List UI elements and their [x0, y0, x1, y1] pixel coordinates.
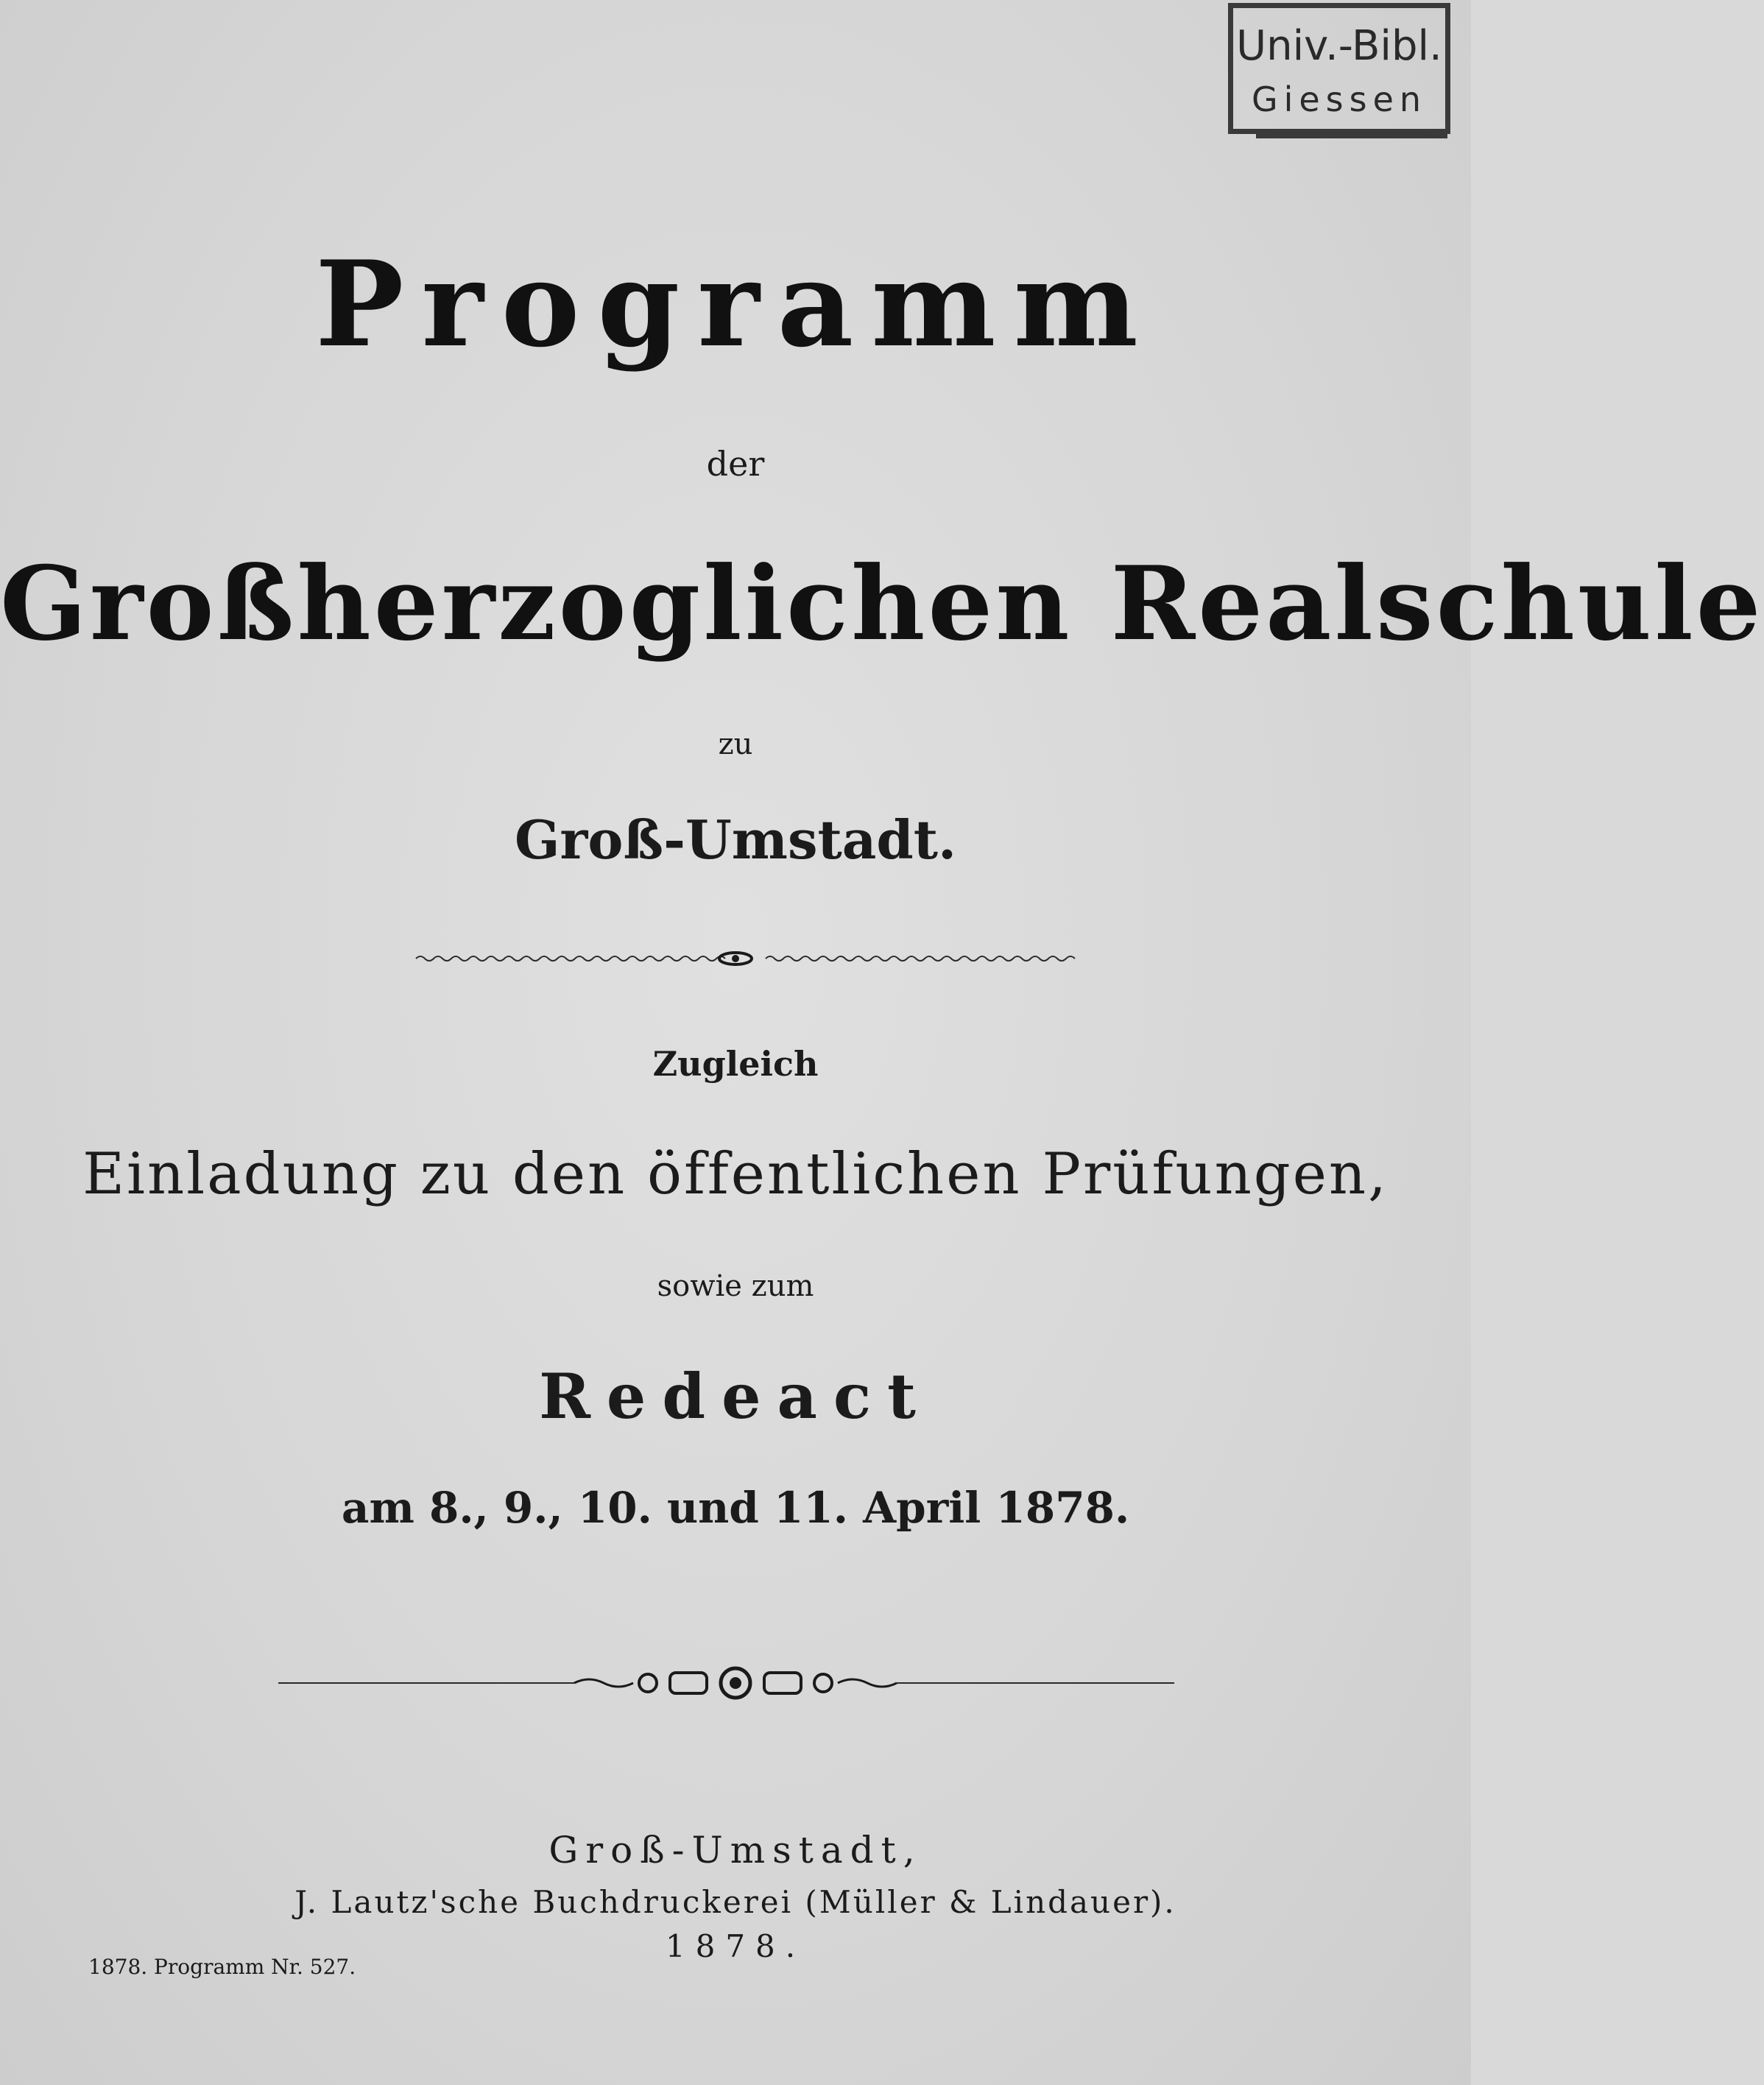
wavy-divider	[0, 944, 1471, 973]
document-title: Programm	[315, 235, 1156, 373]
stamp-line-2: Giessen	[1251, 80, 1428, 119]
zugleich-heading: Zugleich	[652, 1044, 819, 1084]
ornamental-rule	[0, 1661, 1471, 1705]
event-dates: am 8., 9., 10. und 11. April 1878.	[341, 1483, 1130, 1533]
stamp-line-1: Univ.-Bibl.	[1236, 22, 1442, 70]
preposition-zu: zu	[718, 727, 753, 761]
imprint-printer: J. Lautz'sche Buchdruckerei (Müller & Lindauer).	[294, 1884, 1176, 1920]
article-der: der	[706, 444, 765, 484]
school-name: Großherzoglichen Realschule	[0, 543, 1764, 663]
program-number: 1878. Programm Nr. 527.	[88, 1955, 356, 1979]
library-stamp	[1228, 3, 1450, 134]
sowie-zum: sowie zum	[657, 1269, 814, 1303]
invitation-line: Einladung zu den öffentlichen Prüfungen,	[82, 1141, 1389, 1207]
event-name: Redeact	[539, 1360, 932, 1433]
school-location: Groß-Umstadt.	[514, 808, 957, 871]
imprint-city: Groß-Umstadt,	[548, 1829, 922, 1871]
imprint-year: 1878.	[665, 1928, 806, 1964]
stamp-shadow-rule	[1256, 133, 1447, 138]
